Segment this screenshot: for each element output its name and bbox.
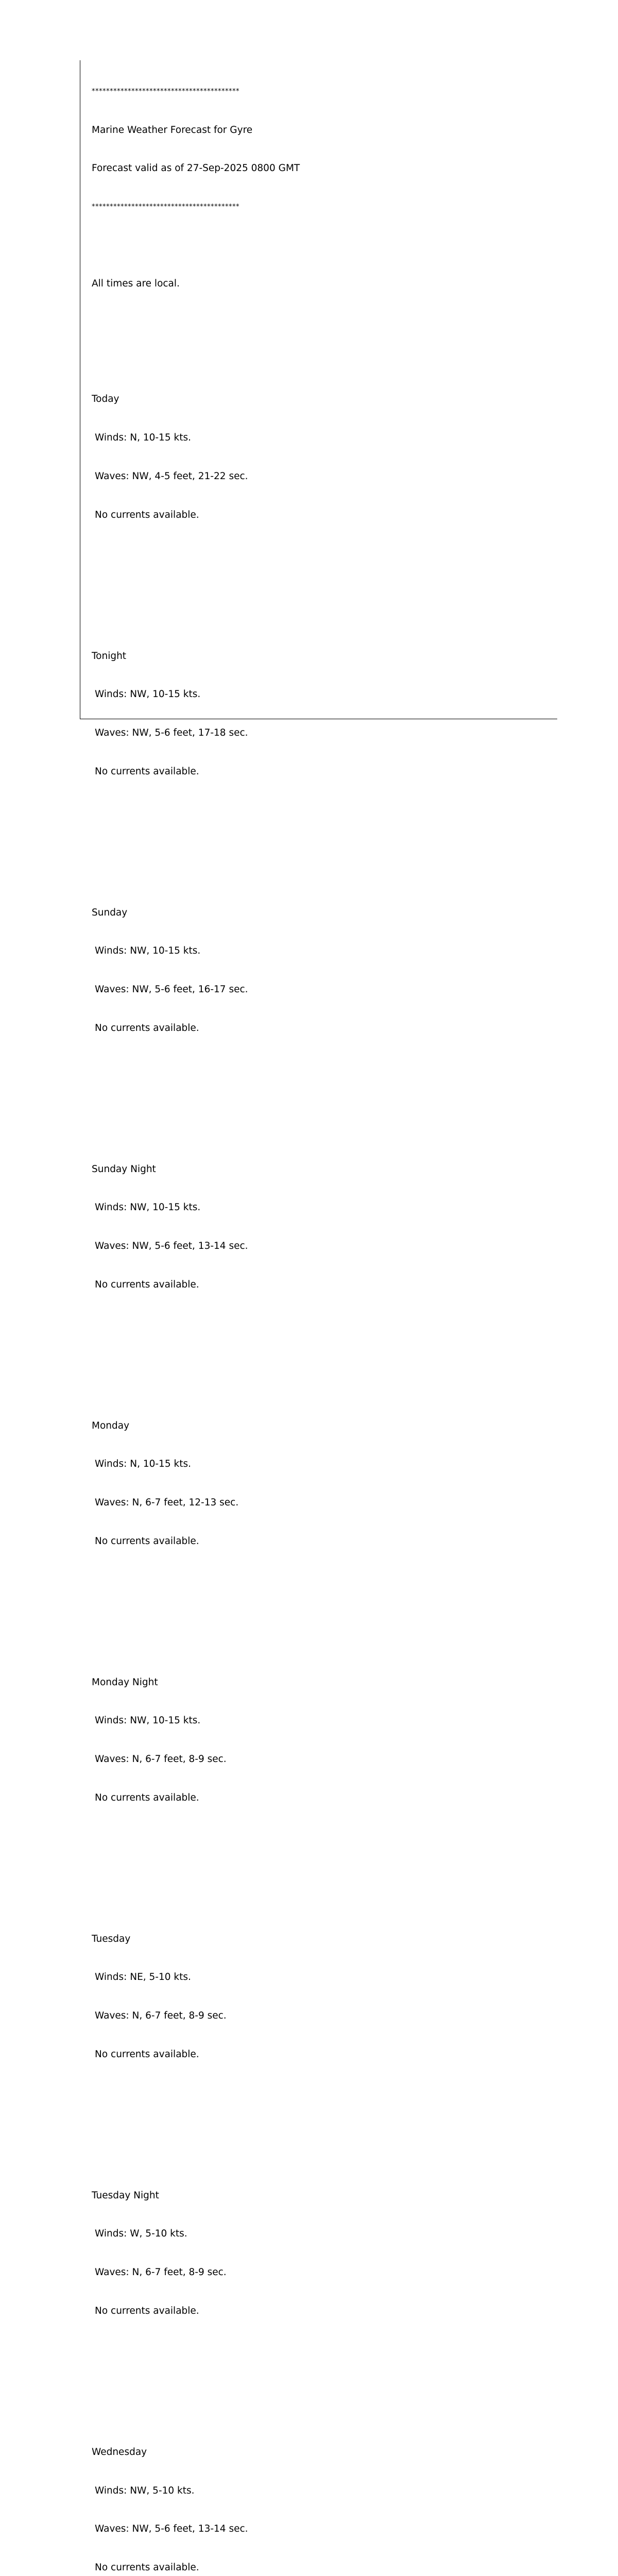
forecast-period (92, 1907, 300, 2125)
times-note: All times are local. (92, 278, 180, 290)
period-winds: Winds: N, 10-15 kts. (95, 1459, 191, 1470)
period-name: Sunday (92, 907, 128, 918)
period-currents: No currents available. (95, 1535, 199, 1547)
period-waves: Waves: N, 6-7 feet, 8-9 sec. (95, 2267, 227, 2278)
period-waves: Waves: N, 6-7 feet, 8-9 sec. (95, 1754, 227, 1765)
period-waves: Waves: NW, 5-6 feet, 17-18 sec. (95, 727, 248, 738)
blank-line (92, 804, 300, 817)
header-stars-top: ***************************************** (92, 87, 239, 95)
period-waves: Waves: NW, 5-6 feet, 13-14 sec. (95, 2523, 248, 2535)
period-currents: No currents available. (95, 1792, 199, 1803)
forecast-period (92, 2164, 300, 2382)
header-stars-bottom: ***************************************** (92, 202, 239, 211)
blank-line (92, 1573, 300, 1586)
period-name: Tonight (92, 650, 127, 662)
period-winds: Winds: NW, 10-15 kts. (95, 945, 201, 957)
period-name: Wednesday (92, 2446, 147, 2458)
blank-line (92, 2344, 300, 2357)
period-name: Tuesday (92, 1933, 131, 1944)
period-winds: Winds: W, 5-10 kts. (95, 2228, 187, 2240)
period-currents: No currents available. (95, 1279, 199, 1290)
blank-line (92, 316, 300, 329)
blank-line (92, 1317, 300, 1330)
forecast-valid-time: Forecast valid as of 27-Sep-2025 0800 GMT (92, 163, 300, 174)
period-name: Sunday Night (92, 1163, 156, 1175)
forecast-period (92, 1651, 300, 1869)
forecast-period (92, 368, 300, 586)
period-waves: Waves: N, 6-7 feet, 8-9 sec. (95, 2010, 227, 2022)
period-waves: Waves: NW, 5-6 feet, 13-14 sec. (95, 1241, 248, 1251)
period-currents: No currents available. (95, 2562, 199, 2573)
forecast-period (92, 2420, 300, 2576)
period-waves: Waves: NW, 5-6 feet, 16-17 sec. (95, 984, 248, 995)
period-winds: Winds: N, 10-15 kts. (95, 432, 191, 444)
period-currents: No currents available. (95, 1022, 199, 1033)
period-winds: Winds: NW, 10-15 kts. (95, 1715, 201, 1726)
period-name: Monday (92, 1420, 130, 1431)
period-waves: Waves: N, 6-7 feet, 12-13 sec. (95, 1497, 239, 1509)
period-currents: No currents available. (95, 509, 199, 520)
period-winds: Winds: NW, 10-15 kts. (95, 689, 201, 700)
period-currents: No currents available. (95, 2048, 199, 2060)
forecast-document (92, 60, 300, 2576)
forecast-period (92, 881, 300, 1099)
period-name: Monday Night (92, 1676, 158, 1688)
blank-line (92, 240, 300, 252)
period-winds: Winds: NW, 10-15 kts. (95, 1202, 201, 1213)
blank-line (92, 1060, 300, 1073)
blank-line (92, 547, 300, 560)
period-waves: Waves: NW, 4-5 feet, 21-22 sec. (95, 470, 248, 482)
blank-line (92, 1831, 300, 1843)
period-currents: No currents available. (95, 2305, 199, 2316)
forecast-period (92, 624, 300, 842)
period-winds: Winds: NW, 5-10 kts. (95, 2485, 195, 2496)
period-currents: No currents available. (95, 766, 199, 777)
forecast-period (92, 1394, 300, 1612)
forecast-period (92, 1138, 300, 1355)
period-name: Today (92, 394, 119, 405)
period-winds: Winds: NE, 5-10 kts. (95, 1972, 191, 1983)
blank-line (92, 2087, 300, 2100)
forecast-title: Marine Weather Forecast for Gyre (92, 124, 253, 135)
period-name: Tuesday Night (92, 2190, 159, 2201)
